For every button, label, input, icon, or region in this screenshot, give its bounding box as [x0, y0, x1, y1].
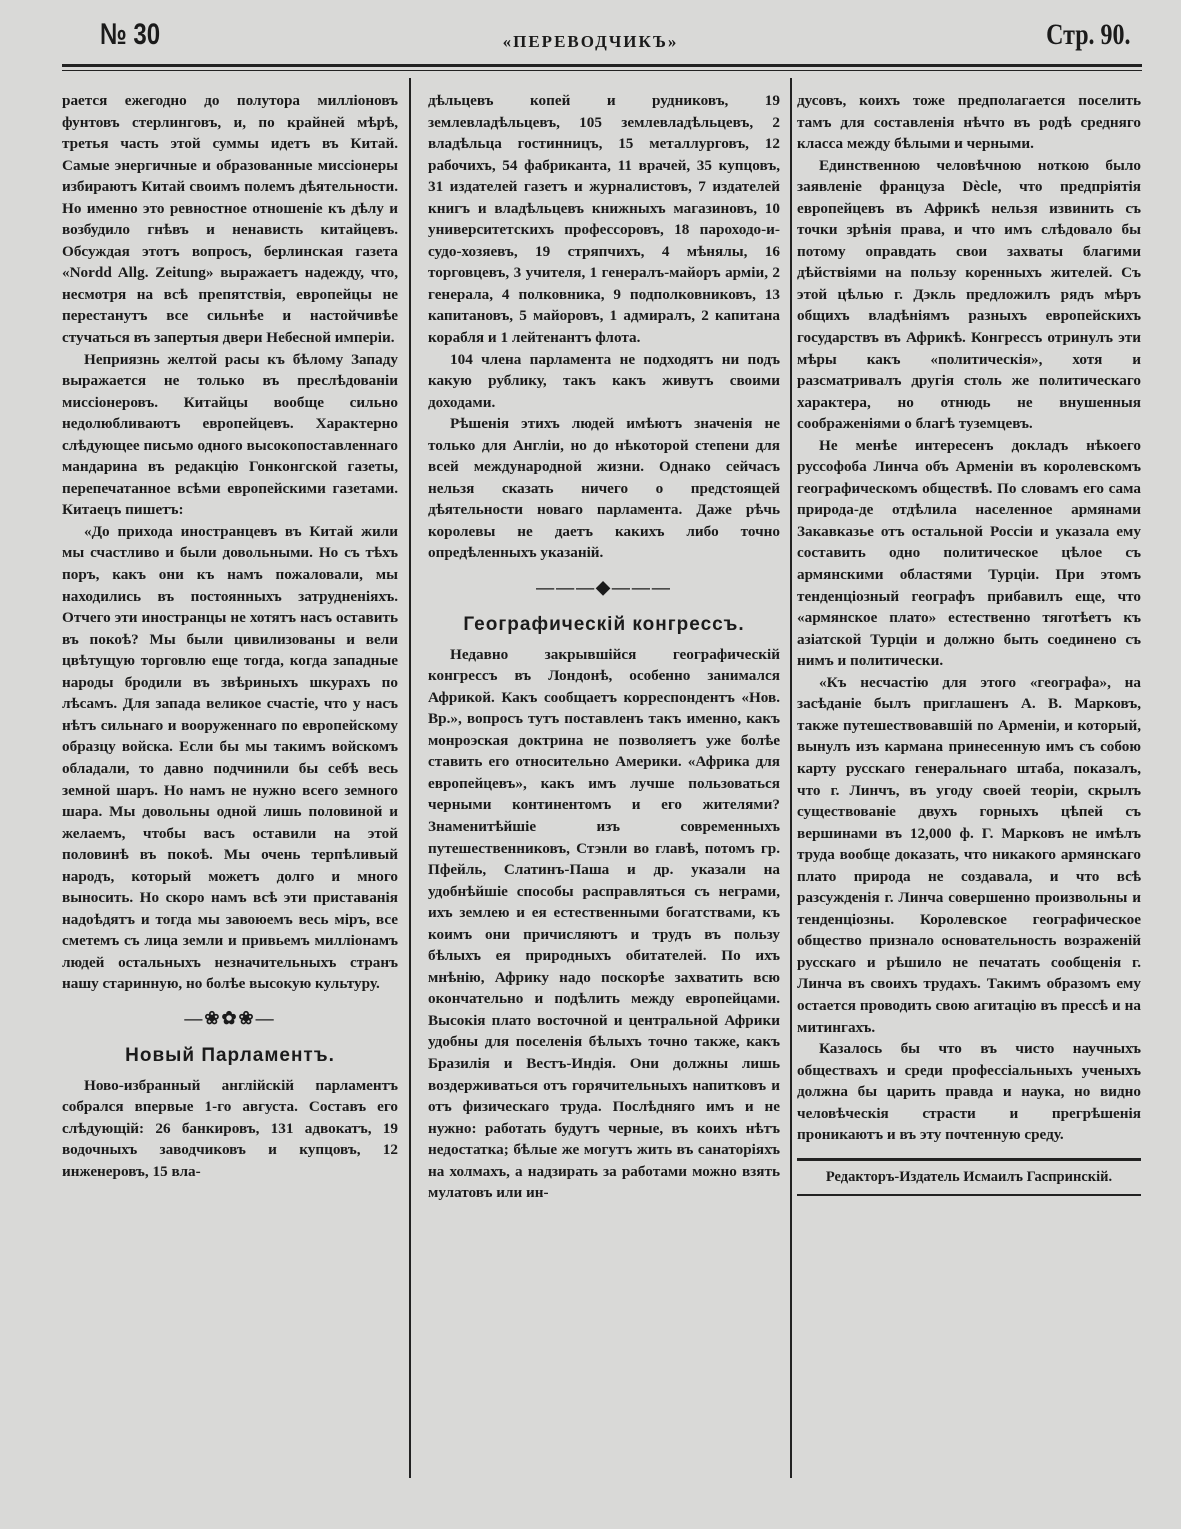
paragraph: Ново-избранный англійскій парламентъ собрался впервые 1-го августа. Составъ его слѣдующій: 26 банкировъ, 131 адвокатъ, 19 водочныхъ заводчиковъ и купцовъ, 12 инженеровъ, 15 вла-	[62, 1076, 398, 1180]
column-divider	[409, 78, 411, 1478]
page-number: Стр. 90.	[1046, 18, 1131, 51]
article-heading: Новый Парламентъ.	[125, 1044, 335, 1066]
article-heading: Географическій конгрессъ.	[463, 614, 745, 636]
paragraph: дѣльцевъ копей и рудниковъ, 19 землевладѣльцевъ, 105 землевладѣльцевъ, 2 владѣльца гостинницъ, 15 металлурговъ, 12 рабочихъ, 54 фабриканта, 11 врачей, 35 купцовъ, 31 издателей газетъ и журналистовъ, 7 издателей книгъ и владѣльцевъ книжныхъ магазиновъ, 10 университетскихъ профессоровъ, 18 пароходо-и-судо-хозяевъ, 19 стряпчихъ, 4 мѣнялы, 16 торговцевъ, 3 учителя, 1 генералъ-майоръ арміи, 2 генерала, 4 полковника, 9 подполковниковъ, 13 капитановъ, 5 майоровъ, 1 адмиралъ, 2 капитана корабля и 1 лейтенантъ флота.	[428, 92, 780, 347]
paragraph: рается ежегодно до полутора милліоновъ фунтовъ стерлинговъ, и, по крайней мѣрѣ, третья часть этой суммы идетъ въ Китай. Самые энергичные и образованные миссіонеры избираютъ Китай своимъ полемъ дѣятельности. Но именно это ревностное отношеніе къ дѣлу и возбудило гнѣвъ и ненависть китайцевъ. Обсуждая этотъ вопросъ, берлинская газета «Nordd Allg. Zeitung» выражаетъ надежду, что, несмотря на всѣ препятствія, европейцы не перестанутъ все сильнѣе и настойчивѣе стучаться въ запертыя двери Небесной имперіи.	[62, 92, 398, 347]
column-2	[428, 90, 780, 1204]
paragraph: Казалось бы что въ чисто научныхъ обществахъ и среди профессіальныхъ ученыхъ должна бы царить правда и наука, но видно человѣческія страсти и прегрѣшенія проникаютъ и въ эту почтенную среду.	[797, 1040, 1141, 1144]
column-divider	[790, 78, 792, 1478]
ornament-divider: ———◆———	[536, 577, 672, 598]
paragraph: дусовъ, коихъ тоже предполагается поселить тамъ для составленія нѣчто въ родѣ средняго класса между бѣлыми и черными.	[797, 92, 1141, 153]
paragraph: Единственною человѣчною ноткою было заявленіе француза Dècle, что предпріятія европейцевъ въ Африкѣ нельзя извинить съ точки зрѣнія права, и что имъ слѣдовало бы потому оправдать свои захваты благими дѣйствіями на пользу коренныхъ жителей. Съ этой цѣлью г. Дэкль предложилъ рядъ мѣръ общихъ владѣніямъ разныхъ европейскихъ государствъ въ Африкѣ. Конгрессъ отринулъ эти мѣры какъ «политическія», хотя и разсматривалъ другія столь же политическаго характера, но отнюдь не внушенныя соображеніями о благѣ туземцевъ.	[797, 156, 1141, 433]
publisher-credit: Редакторъ-Издатель Исмаилъ Гаспринскій.	[797, 1158, 1141, 1197]
header-rule	[62, 64, 1142, 67]
paragraph: «До прихода иностранцевъ въ Китай жили мы счастливо и были довольными. Но съ тѣхъ поръ, какъ они къ намъ пожаловали, мы находились въ постоянныхъ затрудненіяхъ. Отчего эти иностранцы не хотятъ насъ оставить въ покоѣ? Мы были цивилизованы и вели цвѣтущую торговлю еще тогда, когда западные народы бродили въ звѣриныхъ шкурахъ по лѣсамъ. Для запада великое счастіе, что у насъ нѣтъ сильнаго и вооруженнаго по европейскому образцу войска. Если бы мы такимъ войскомъ обладали, то давно подчинили бы себѣ весь земной шаръ. Но намъ не нужно всего земного шара. Мы довольны одной лишь половиной и желаемъ, чтобы васъ оставили на этой половинѣ въ покоѣ. Мы очень терпѣливый народъ, который можетъ долго и много выносить. Но скоро намъ всѣ эти приставанія надоѣдятъ и тогда мы завоюемъ весь міръ, все сметемъ съ лица земли и привьемъ милліонамъ людей остальныхъ незначительныхъ странъ нашу старинную, но болѣе высокую культуру.	[62, 522, 398, 993]
paragraph: Недавно закрывшійся географическій конгрессъ въ Лондонѣ, особенно занимался Африкой. Какъ сообщаетъ корреспондентъ «Нов. Вр.», вопросъ тутъ поставленъ такъ именно, какъ монроэская доктрина не позволяетъ уже болѣе ставить его относительно Америки. «Африка для европейцевъ», какъ имъ лучше пользоваться черными континентомъ и его жителями? Знаменитѣйшіе изъ современныхъ путешественниковъ, Стэнли во главѣ, потомъ гр. Пфейль, Слатинъ-Паша и др. указали на удобнѣйшіе способы расправляться съ неграми, ихъ землею и ея естественными богатствами, къ коимъ они причисляютъ и трудъ въ пользу бѣлыхъ ея природныхъ обитателей. По ихъ мнѣнію, Африку надо поскорѣе захватить всю окончательно и подѣлить между европейцами. Высокія плато восточной и центральной Африки удобны для поселенія бѣлыхъ точно также, какъ Бразилія и Вестъ-Индія. Они должны лишь воздерживаться отъ горячительныхъ напитковъ и отъ физическаго труда. Послѣдняго имъ и не нужно: работать будутъ черные, въ коихъ нѣтъ недостатка; бѣлые же могутъ жить въ санаторіяхъ на холмахъ, а надзирать за работами можно взять мулатовъ или ин-	[428, 645, 780, 1202]
column-1	[62, 90, 398, 1182]
paragraph: Неприязнь желтой расы къ бѣлому Западу выражается не только въ преслѣдованіи миссіонеровъ. Китайцы вообще сильно недолюбливаютъ европейцевъ. Характерно слѣдующее письмо одного высокопоставленнаго мандарина въ редакцію Гонконгской газеты, перепечатанное всѣми европейскими газетами. Китаецъ пишетъ:	[62, 350, 398, 519]
paragraph: 104 члена парламента не подходятъ ни подъ какую рублику, такъ какъ живутъ своими доходами.	[428, 350, 780, 411]
paragraph: «Къ несчастію для этого «географа», на засѣданіе былъ приглашенъ А. В. Марковъ, также путешествовавшій по Арменіи, и который, вынулъ изъ кармана принесенную имъ съ собою карту русскаго генеральнаго штаба, показалъ, что г. Линчъ, въ угоду своей теоріи, скрылъ существованіе двухъ горныхъ цѣпей съ вершинами въ 12,000 ф. Г. Марковъ не имѣлъ труда вообще доказать, что никакого армянскаго плато природа не создавала, и что всѣ разсужденія г. Линча совершенно произвольны и тенденціозны. Королевское географическое общество признало основательность возраженій русскаго и рѣшило не печатать сообщенія г. Линча въ своихъ трудахъ. Такимъ образомъ ему остается проводить свою агитацію въ прессѣ и на митингахъ.	[797, 673, 1141, 1036]
paragraph: Не менѣе интересенъ докладъ нѣкоего руссофоба Линча объ Арменіи въ королевскомъ географическомъ обществѣ. По словамъ его сама природа-де отдѣлила населенное армянами Закавказье отъ остальной Россіи и указала ему составить одно политическое цѣлое съ армянскими областями Турціи. При этомъ тенденціозный географъ прибавилъ еще, что «армянское плато» естественно тяготѣетъ къ азіатской Турціи и должно быть соединено съ нимъ и политически.	[797, 436, 1141, 670]
column-3	[797, 90, 1141, 1196]
issue-number: № 30	[100, 18, 161, 51]
paragraph: Рѣшенія этихъ людей имѣютъ значенія не только для Англіи, но до нѣкоторой степени для всей международной жизни. Однако сейчасъ нельзя сказать ничего о предстоящей дѣятельности новаго парламента. Даже рѣчь королевы не даетъ какихъ либо точно опредѣленныхъ указаній.	[428, 415, 780, 562]
header-rule-thin	[62, 70, 1142, 71]
newspaper-title: «ПЕРЕВОДЧИКЪ»	[502, 32, 679, 51]
ornament-divider: —❀✿❀—	[184, 1007, 276, 1028]
